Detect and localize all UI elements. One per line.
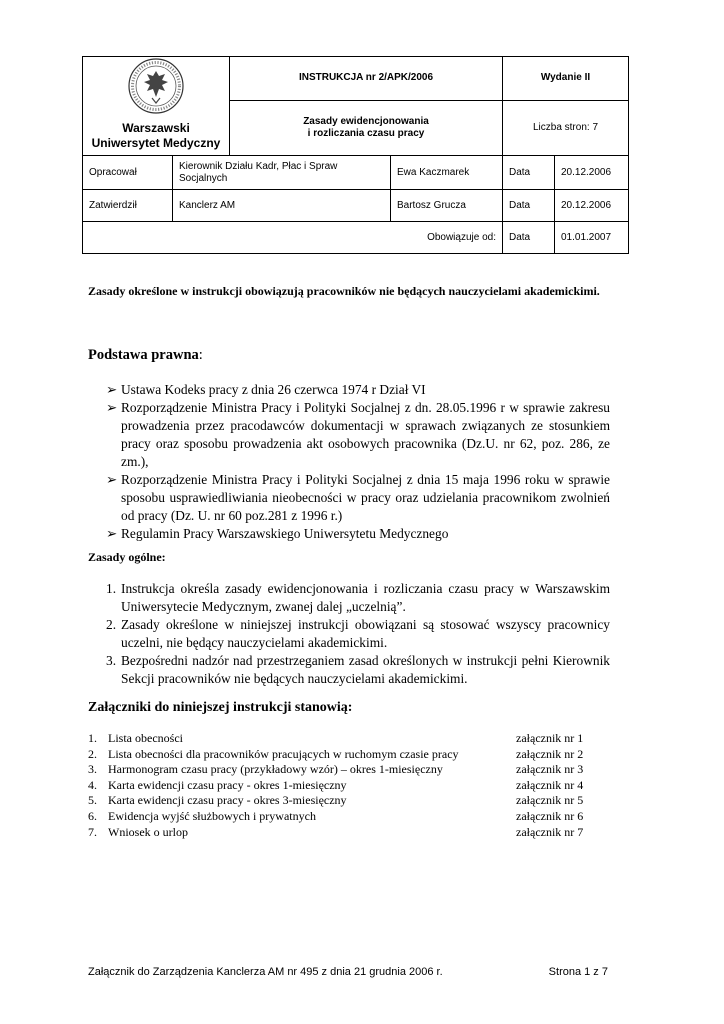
annex-name: Karta ewidencji czasu pracy - okres 1-miesięczny bbox=[108, 777, 347, 792]
list-number: 1. bbox=[106, 581, 117, 596]
legal-basis-heading-colon: : bbox=[198, 347, 203, 363]
row-label: Zatwierdził bbox=[83, 190, 173, 222]
annex-ref: załącznik nr 2 bbox=[516, 746, 584, 761]
annex-name: Wniosek o urlop bbox=[108, 824, 188, 839]
list-item bbox=[88, 825, 608, 841]
university-name-line2: Uniwersytet Medyczny bbox=[91, 136, 221, 150]
annex-ref: załącznik nr 3 bbox=[516, 762, 584, 777]
row-person: Ewa Kaczmarek bbox=[391, 156, 503, 190]
annexes-heading: Załączniki do niniejszej instrukcji stanowią: bbox=[88, 700, 353, 715]
annex-ref: załącznik nr 6 bbox=[516, 808, 584, 823]
general-rules-list bbox=[106, 580, 610, 688]
legal-basis-heading-text: Podstawa prawna bbox=[88, 347, 199, 363]
annex-number: 3. bbox=[88, 762, 97, 777]
list-item bbox=[88, 762, 608, 778]
row-person: Bartosz Grucza bbox=[391, 190, 503, 222]
university-logo-cell bbox=[83, 57, 230, 156]
annex-number: 6. bbox=[88, 808, 97, 823]
effective-date-label: Data bbox=[503, 222, 555, 254]
legal-basis-item: Ustawa Kodeks pracy z dnia 26 czerwca 1974 r Dział VI bbox=[121, 382, 426, 397]
intro-text: Zasady określone w instrukcji obowiązują pracowników nie będących nauczycielami akademickimi. bbox=[88, 284, 600, 298]
university-name-line1: Warszawski bbox=[122, 121, 190, 135]
effective-date: 01.01.2007 bbox=[555, 222, 629, 254]
table-row bbox=[83, 190, 629, 222]
bullet-arrow-icon: ➢ bbox=[106, 382, 118, 397]
row-date-label: Data bbox=[503, 156, 555, 190]
general-rule-text: Instrukcja określa zasady ewidencjonowania i rozliczania czasu pracy w Warszawskim Uniwersytecie Medycznym, zwanej dalej „uczelnią”. bbox=[121, 581, 610, 614]
document-title bbox=[230, 100, 503, 155]
general-rule-text: Bezpośredni nadzór nad przestrzeganiem zasad określonych w instrukcji pełni Kierownik Sekcji pracowników nie będących nauczycielami akademickimi. bbox=[121, 653, 610, 686]
header-table bbox=[82, 56, 629, 254]
list-item bbox=[106, 399, 610, 471]
legal-basis-item: Regulamin Pracy Warszawskiego Uniwersytetu Medycznego bbox=[121, 526, 449, 541]
list-item bbox=[88, 793, 608, 809]
bullet-arrow-icon: ➢ bbox=[106, 400, 118, 415]
university-seal-icon bbox=[127, 57, 185, 115]
row-label: Opracował bbox=[83, 156, 173, 190]
document-title-line2: i rozliczania czasu pracy bbox=[307, 127, 425, 139]
list-item bbox=[88, 747, 608, 763]
annex-name: Lista obecności bbox=[108, 731, 183, 745]
instruction-number: INSTRUKCJA nr 2/APK/2006 bbox=[230, 57, 503, 101]
annex-name: Lista obecności dla pracowników pracujących w ruchomym czasie pracy bbox=[108, 746, 459, 761]
list-item bbox=[88, 809, 608, 825]
edition: Wydanie II bbox=[503, 57, 629, 101]
annex-name: Harmonogram czasu pracy (przykładowy wzór) – okres 1-miesięczny bbox=[108, 762, 443, 777]
list-item bbox=[106, 616, 610, 652]
annex-number: 2. bbox=[88, 746, 97, 761]
legal-basis-list bbox=[106, 381, 610, 543]
effective-label: Obowiązuje od: bbox=[83, 222, 503, 254]
table-row bbox=[83, 222, 629, 254]
list-item bbox=[106, 471, 610, 525]
annex-name: Ewidencja wyjść służbowych i prywatnych bbox=[108, 808, 316, 823]
list-item bbox=[88, 731, 608, 747]
list-item bbox=[106, 652, 610, 688]
list-item bbox=[88, 778, 608, 794]
list-number: 3. bbox=[106, 653, 117, 668]
legal-basis-heading bbox=[88, 347, 203, 364]
row-role: Kanclerz AM bbox=[173, 190, 391, 222]
general-rule-text: Zasady określone w niniejszej instrukcji obowiązani są stosować wszyscy pracownicy uczelni, nie będący nauczycielami akademickimi. bbox=[121, 617, 610, 650]
row-date: 20.12.2006 bbox=[555, 156, 629, 190]
legal-basis-item: Rozporządzenie Ministra Pracy i Polityki Socjalnej z dn. 28.05.1996 r w sprawie zakresu prowadzenia przez pracodawców dokumentacji w sprawach związanych ze stosunkiem pracy oraz sposobu prowadzenia akt osobowych pracownika (Dz.U. nr 62, poz. 286, ze zm.), bbox=[121, 400, 610, 469]
footer-text: Załącznik do Zarządzenia Kanclerza AM nr 495 z dnia 21 grudnia 2006 r. bbox=[88, 966, 443, 978]
document-title-line1: Zasady ewidencjonowania bbox=[303, 115, 429, 127]
annex-number: 4. bbox=[88, 777, 97, 792]
annex-number: 7. bbox=[88, 824, 97, 839]
annex-number: 1. bbox=[88, 731, 97, 745]
list-item bbox=[106, 580, 610, 616]
list-item bbox=[106, 381, 610, 399]
annex-ref: załącznik nr 4 bbox=[516, 777, 584, 792]
legal-basis-item: Rozporządzenie Ministra Pracy i Polityki Socjalnej z dnia 15 maja 1996 roku w sprawie sposobu usprawiedliwiania nieobecności w pracy oraz udzielania pracownikom zwolnień od pracy (Dz. U. nr 60 poz.281 z 1996 r.) bbox=[121, 472, 610, 523]
bullet-arrow-icon: ➢ bbox=[106, 526, 118, 541]
annex-ref: załącznik nr 7 bbox=[516, 824, 584, 839]
annex-ref: załącznik nr 5 bbox=[516, 793, 584, 808]
bullet-arrow-icon: ➢ bbox=[106, 472, 118, 487]
annex-number: 5. bbox=[88, 793, 97, 808]
annex-name: Karta ewidencji czasu pracy - okres 3-miesięczny bbox=[108, 793, 347, 808]
annexes-list bbox=[88, 731, 608, 840]
row-date-label: Data bbox=[503, 190, 555, 222]
row-role: Kierownik Działu Kadr, Płac i Spraw Socjalnych bbox=[173, 156, 391, 190]
page-count: Liczba stron: 7 bbox=[503, 100, 629, 155]
row-date: 20.12.2006 bbox=[555, 190, 629, 222]
table-row bbox=[83, 156, 629, 190]
list-number: 2. bbox=[106, 617, 117, 632]
general-rules-heading: Zasady ogólne: bbox=[88, 550, 166, 564]
page-number: Strona 1 z 7 bbox=[548, 966, 608, 978]
list-item bbox=[106, 525, 610, 543]
annex-ref: załącznik nr 1 bbox=[516, 731, 584, 745]
